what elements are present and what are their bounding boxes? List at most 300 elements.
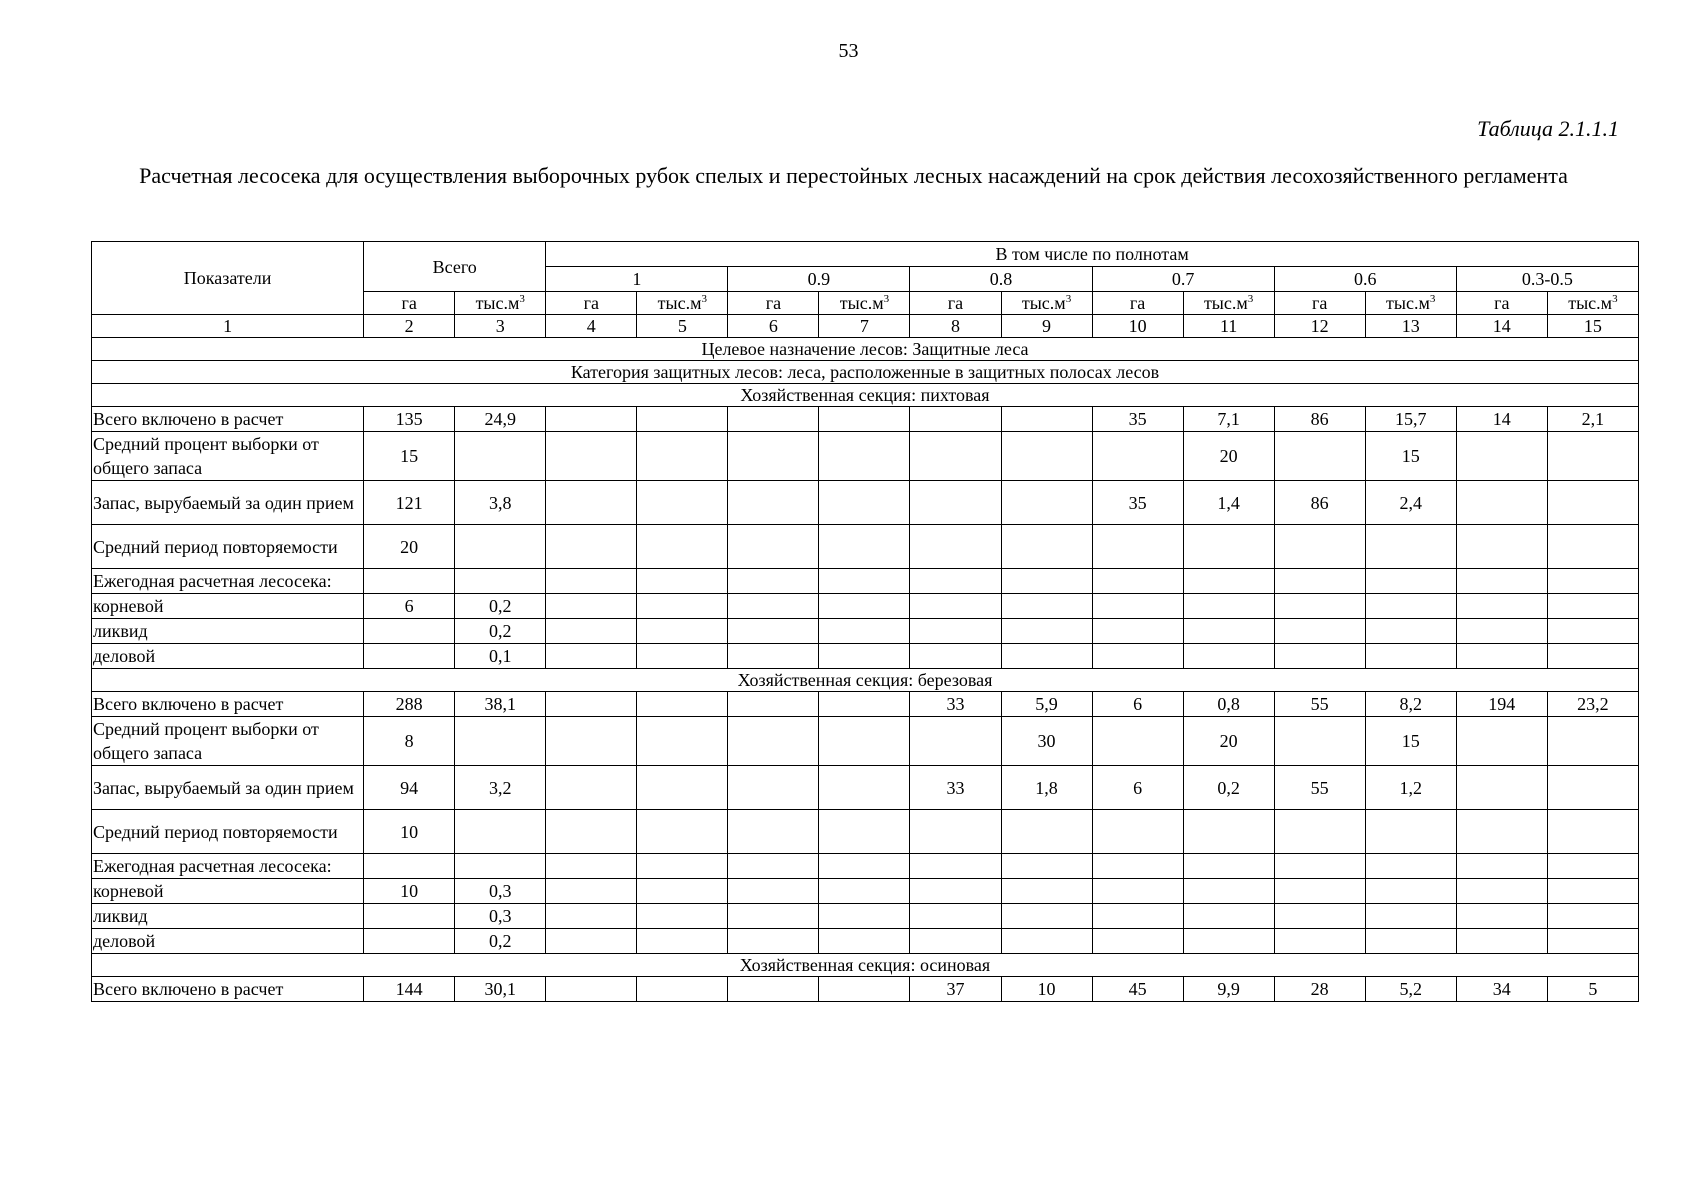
table-cell [1092, 432, 1183, 481]
table-cell: 1,2 [1365, 766, 1456, 810]
table-cell [1274, 717, 1365, 766]
table-row [92, 904, 1639, 929]
table-cell [1547, 525, 1638, 569]
row-label: Всего включено в расчет [92, 692, 364, 717]
table-cell [819, 407, 910, 432]
table-cell [1547, 481, 1638, 525]
table-cell [637, 854, 728, 879]
table-cell [1365, 810, 1456, 854]
table-cell: 35 [1092, 407, 1183, 432]
table-row [92, 525, 1639, 569]
table-cell [1092, 879, 1183, 904]
table-cell [637, 929, 728, 954]
table-cell: 15 [364, 432, 455, 481]
table-cell [819, 766, 910, 810]
table-cell [819, 717, 910, 766]
table-cell: 55 [1274, 766, 1365, 810]
table-cell [1183, 569, 1274, 594]
table-cell: 9,9 [1183, 977, 1274, 1002]
table-cell [364, 904, 455, 929]
table-cell: 14 [1456, 407, 1547, 432]
table-cell [637, 407, 728, 432]
table-cell [1365, 569, 1456, 594]
table-cell [1274, 810, 1365, 854]
table-cell: 86 [1274, 481, 1365, 525]
table-cell: 8 [364, 717, 455, 766]
table-cell [1092, 594, 1183, 619]
table-cell [1456, 644, 1547, 669]
unit-volume-text: тыс.м [1203, 293, 1248, 313]
unit-volume [819, 292, 910, 315]
header-density: 1 [546, 267, 728, 292]
table-cell [1274, 619, 1365, 644]
table-cell [1274, 644, 1365, 669]
table-cell [546, 569, 637, 594]
table-cell [728, 977, 819, 1002]
table-row [92, 717, 1639, 766]
unit-volume-exponent: 3 [519, 293, 525, 305]
table-cell [1547, 594, 1638, 619]
column-number: 1 [92, 315, 364, 338]
unit-volume [455, 292, 546, 315]
table-cell [364, 644, 455, 669]
table-cell [728, 766, 819, 810]
header-total: Всего [364, 242, 546, 292]
table-cell [455, 432, 546, 481]
table-cell [1547, 904, 1638, 929]
table-cell [819, 977, 910, 1002]
table-cell [1365, 525, 1456, 569]
column-number: 12 [1274, 315, 1365, 338]
table-cell: 38,1 [455, 692, 546, 717]
table-cell [910, 525, 1001, 569]
section-heading-row [92, 669, 1639, 692]
row-label: Всего включено в расчет [92, 977, 364, 1002]
table-cell [546, 929, 637, 954]
table-cell [910, 481, 1001, 525]
table-label: Таблица 2.1.1.1 [1477, 116, 1619, 141]
table-cell [1274, 594, 1365, 619]
table-cell [910, 594, 1001, 619]
table-cell [910, 717, 1001, 766]
row-label: корневой [92, 879, 364, 904]
column-number: 15 [1547, 315, 1638, 338]
table-cell [910, 810, 1001, 854]
table-cell [910, 619, 1001, 644]
table-cell [728, 904, 819, 929]
table-cell: 8,2 [1365, 692, 1456, 717]
table-cell [1183, 879, 1274, 904]
table-cell [637, 569, 728, 594]
table-cell [728, 644, 819, 669]
column-number: 2 [364, 315, 455, 338]
table-cell [1365, 854, 1456, 879]
column-number: 9 [1001, 315, 1092, 338]
table-cell: 194 [1456, 692, 1547, 717]
table-cell [1365, 904, 1456, 929]
table-cell [728, 717, 819, 766]
table-cell [546, 904, 637, 929]
table-cell: 55 [1274, 692, 1365, 717]
table-cell: 94 [364, 766, 455, 810]
table-cell [1547, 432, 1638, 481]
table-cell: 0,2 [455, 594, 546, 619]
header-density: 0.6 [1274, 267, 1456, 292]
table-cell [1092, 929, 1183, 954]
table-cell: 6 [364, 594, 455, 619]
row-label: Средний процент выборки от общего запаса [92, 717, 364, 766]
table-cell: 5,2 [1365, 977, 1456, 1002]
table-cell [546, 717, 637, 766]
table-cell [1456, 594, 1547, 619]
unit-ha: га [546, 292, 637, 315]
table-cell [1547, 644, 1638, 669]
table-cell [1183, 619, 1274, 644]
felling-table [91, 241, 1639, 1002]
table-cell [1456, 766, 1547, 810]
table-row [92, 594, 1639, 619]
column-number: 6 [728, 315, 819, 338]
table-cell [819, 929, 910, 954]
table-cell [546, 810, 637, 854]
table-cell [637, 432, 728, 481]
table-cell [1001, 525, 1092, 569]
table-cell: 15,7 [1365, 407, 1456, 432]
table-cell [1001, 644, 1092, 669]
table-cell [1183, 525, 1274, 569]
table-cell [728, 594, 819, 619]
unit-volume [637, 292, 728, 315]
table-cell: 30,1 [455, 977, 546, 1002]
unit-volume-text: тыс.м [475, 293, 520, 313]
table-cell [1001, 619, 1092, 644]
table-cell: 6 [1092, 692, 1183, 717]
table-cell [637, 619, 728, 644]
table-row [92, 569, 1639, 594]
table-cell [364, 929, 455, 954]
table-cell [1001, 929, 1092, 954]
table-cell [910, 879, 1001, 904]
unit-ha: га [1456, 292, 1547, 315]
table-cell [1092, 854, 1183, 879]
table-cell: 20 [364, 525, 455, 569]
table-cell [364, 854, 455, 879]
table-cell [819, 692, 910, 717]
table-cell [364, 619, 455, 644]
table-row [92, 692, 1639, 717]
table-cell [1456, 619, 1547, 644]
table-cell [546, 977, 637, 1002]
table-cell: 5,9 [1001, 692, 1092, 717]
row-label: Средний период повторяемости [92, 810, 364, 854]
table-cell [546, 692, 637, 717]
table-cell [728, 929, 819, 954]
table-cell [1001, 904, 1092, 929]
table-cell [1092, 619, 1183, 644]
table-cell [728, 854, 819, 879]
table-cell [1456, 525, 1547, 569]
table-cell [1092, 644, 1183, 669]
table-cell [1001, 569, 1092, 594]
unit-ha: га [1274, 292, 1365, 315]
table-cell [1092, 525, 1183, 569]
table-cell: 0,3 [455, 879, 546, 904]
table-cell [819, 481, 910, 525]
table-cell [637, 977, 728, 1002]
table-cell: 23,2 [1547, 692, 1638, 717]
table-row [92, 644, 1639, 669]
section-heading-row [92, 384, 1639, 407]
table-cell: 144 [364, 977, 455, 1002]
row-label: Средний процент выборки от общего запаса [92, 432, 364, 481]
row-label: корневой [92, 594, 364, 619]
unit-volume [1365, 292, 1456, 315]
table-cell [1274, 432, 1365, 481]
table-cell: 1,4 [1183, 481, 1274, 525]
table-cell [819, 569, 910, 594]
table-cell [1547, 569, 1638, 594]
table-cell [1274, 569, 1365, 594]
unit-volume-text: тыс.м [657, 293, 702, 313]
row-label: ликвид [92, 904, 364, 929]
column-number: 3 [455, 315, 546, 338]
table-cell [546, 619, 637, 644]
unit-volume-text: тыс.м [1568, 293, 1613, 313]
header-density: 0.8 [910, 267, 1092, 292]
table-cell [910, 904, 1001, 929]
unit-volume-exponent: 3 [1612, 293, 1618, 305]
table-cell: 0,2 [1183, 766, 1274, 810]
section-heading: Хозяйственная секция: осиновая [92, 954, 1639, 977]
table-cell [819, 904, 910, 929]
table-cell [819, 619, 910, 644]
row-label: Ежегодная расчетная лесосека: [92, 854, 364, 879]
header-density: 0.3-0.5 [1456, 267, 1638, 292]
table-cell [546, 854, 637, 879]
unit-volume [1547, 292, 1638, 315]
table-cell: 28 [1274, 977, 1365, 1002]
table-cell: 135 [364, 407, 455, 432]
unit-volume [1001, 292, 1092, 315]
table-cell [1274, 525, 1365, 569]
table-cell [1092, 717, 1183, 766]
unit-ha: га [910, 292, 1001, 315]
table-cell [637, 904, 728, 929]
table-cell: 10 [1001, 977, 1092, 1002]
row-label: деловой [92, 929, 364, 954]
document-title: Расчетная лесосека для осуществления выборочных рубок спелых и перестойных лесных насаждений на срок действия лесохозяйственного регламента [139, 163, 1568, 188]
table-row [92, 432, 1639, 481]
column-number-row [92, 315, 1639, 338]
table-cell [910, 854, 1001, 879]
table-cell [546, 481, 637, 525]
table-cell: 35 [1092, 481, 1183, 525]
table-cell [1001, 854, 1092, 879]
table-cell [819, 854, 910, 879]
table-cell [1274, 879, 1365, 904]
table-cell [910, 432, 1001, 481]
table-cell [1274, 929, 1365, 954]
table-cell: 0,2 [455, 929, 546, 954]
table-cell: 6 [1092, 766, 1183, 810]
table-cell [1456, 904, 1547, 929]
header-by-density: В том числе по полнотам [546, 242, 1639, 267]
table-cell: 34 [1456, 977, 1547, 1002]
unit-volume [1183, 292, 1274, 315]
table-body [92, 338, 1639, 1002]
column-number: 13 [1365, 315, 1456, 338]
table-cell [728, 481, 819, 525]
unit-volume-text: тыс.м [1021, 293, 1066, 313]
table-row [92, 407, 1639, 432]
table-cell [819, 432, 910, 481]
section-heading-row [92, 361, 1639, 384]
table-cell [1547, 717, 1638, 766]
table-cell: 10 [364, 810, 455, 854]
table-cell [455, 569, 546, 594]
table-cell: 121 [364, 481, 455, 525]
table-cell [1092, 569, 1183, 594]
unit-volume-exponent: 3 [883, 293, 890, 305]
table-cell [1365, 879, 1456, 904]
table-cell [1183, 929, 1274, 954]
table-cell [546, 879, 637, 904]
table-cell [1456, 481, 1547, 525]
table-cell [819, 594, 910, 619]
section-heading: Целевое назначение лесов: Защитные леса [92, 338, 1639, 361]
table-cell [1547, 879, 1638, 904]
table-row [92, 810, 1639, 854]
table-cell [910, 407, 1001, 432]
table-cell [1365, 929, 1456, 954]
table-cell [637, 644, 728, 669]
table-cell: 15 [1365, 717, 1456, 766]
unit-volume-exponent: 3 [1429, 293, 1436, 305]
table-row [92, 929, 1639, 954]
table-cell [910, 929, 1001, 954]
table-cell [546, 594, 637, 619]
row-label: Всего включено в расчет [92, 407, 364, 432]
section-heading: Хозяйственная секция: пихтовая [92, 384, 1639, 407]
table-cell [1547, 766, 1638, 810]
table-cell [728, 879, 819, 904]
row-label: Запас, вырубаемый за один прием [92, 481, 364, 525]
table-cell [1365, 594, 1456, 619]
table-cell [1456, 717, 1547, 766]
table-cell [1001, 810, 1092, 854]
unit-volume-exponent: 3 [701, 293, 707, 305]
table-cell: 15 [1365, 432, 1456, 481]
table-cell: 2,4 [1365, 481, 1456, 525]
table-cell: 45 [1092, 977, 1183, 1002]
table-cell [637, 692, 728, 717]
table-cell [1183, 594, 1274, 619]
table-row [92, 879, 1639, 904]
table-cell [637, 766, 728, 810]
table-cell [1001, 594, 1092, 619]
table-cell [1001, 481, 1092, 525]
table-cell: 0,3 [455, 904, 546, 929]
unit-ha: га [1092, 292, 1183, 315]
section-heading-row [92, 954, 1639, 977]
table-cell [637, 879, 728, 904]
table-cell: 288 [364, 692, 455, 717]
row-label: деловой [92, 644, 364, 669]
table-cell [1365, 644, 1456, 669]
table-cell [1456, 432, 1547, 481]
table-cell [1183, 854, 1274, 879]
table-cell [455, 810, 546, 854]
table-cell [728, 810, 819, 854]
table-cell: 2,1 [1547, 407, 1638, 432]
table-cell [1456, 810, 1547, 854]
table-cell [1547, 619, 1638, 644]
table-cell: 7,1 [1183, 407, 1274, 432]
table-cell: 0,1 [455, 644, 546, 669]
header-density: 0.9 [728, 267, 910, 292]
table-cell: 20 [1183, 717, 1274, 766]
table-cell [455, 525, 546, 569]
table-cell [637, 594, 728, 619]
table-cell [637, 717, 728, 766]
row-label: Средний период повторяемости [92, 525, 364, 569]
row-label: Запас, вырубаемый за один прием [92, 766, 364, 810]
table-cell [455, 854, 546, 879]
page-number: 53 [838, 40, 859, 62]
table-cell: 5 [1547, 977, 1638, 1002]
table-row [92, 977, 1639, 1002]
section-heading: Хозяйственная секция: березовая [92, 669, 1639, 692]
table-cell: 0,8 [1183, 692, 1274, 717]
table-cell: 33 [910, 692, 1001, 717]
table-row [92, 619, 1639, 644]
column-number: 8 [910, 315, 1001, 338]
table-cell [728, 619, 819, 644]
table-cell [1183, 810, 1274, 854]
column-number: 5 [637, 315, 728, 338]
table-cell [819, 525, 910, 569]
table-cell [637, 525, 728, 569]
table-cell: 33 [910, 766, 1001, 810]
row-label: Ежегодная расчетная лесосека: [92, 569, 364, 594]
table-row [92, 854, 1639, 879]
table-cell [728, 525, 819, 569]
table-cell: 24,9 [455, 407, 546, 432]
table-cell: 20 [1183, 432, 1274, 481]
table-cell: 3,8 [455, 481, 546, 525]
table-cell [819, 644, 910, 669]
table-cell [364, 569, 455, 594]
column-number: 14 [1456, 315, 1547, 338]
table-cell: 37 [910, 977, 1001, 1002]
table-cell [910, 644, 1001, 669]
table-cell [728, 692, 819, 717]
table-cell: 30 [1001, 717, 1092, 766]
table-cell [1456, 929, 1547, 954]
table-cell [1092, 810, 1183, 854]
header-indicators: Показатели [92, 242, 364, 315]
table-cell [910, 569, 1001, 594]
table-row [92, 481, 1639, 525]
unit-ha: га [728, 292, 819, 315]
table-cell [1547, 810, 1638, 854]
table-cell [1547, 929, 1638, 954]
table-cell: 10 [364, 879, 455, 904]
table-cell [637, 481, 728, 525]
table-cell [728, 432, 819, 481]
table-cell [546, 407, 637, 432]
table-cell [1547, 854, 1638, 879]
